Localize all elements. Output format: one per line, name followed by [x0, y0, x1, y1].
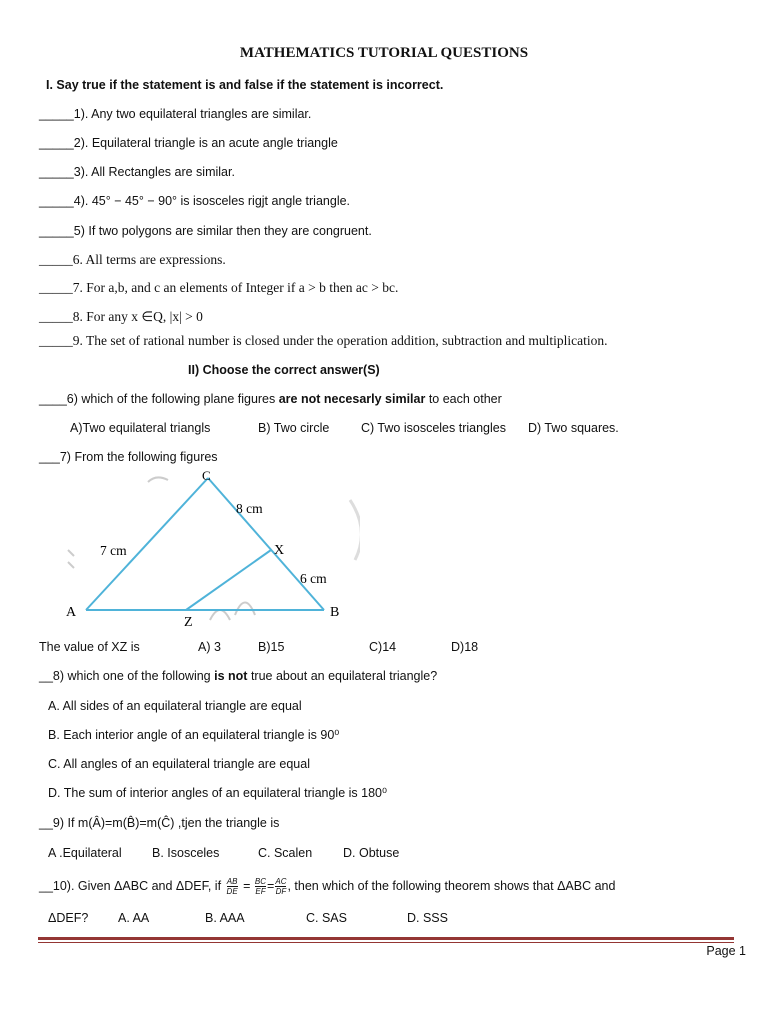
footer-rule-thin	[38, 942, 734, 943]
question-6: ____6) which of the following plane figures are not necesarly similar to each other	[39, 392, 502, 406]
fraction-ab-de: $\frac{AB}{DE}$	[226, 877, 238, 896]
question-7: ___7) From the following figures	[39, 450, 218, 464]
statement-2: _____2). Equilateral triangle is an acute angle triangle	[39, 136, 338, 150]
triangle-figure	[60, 470, 360, 630]
label-b: B	[330, 605, 340, 620]
q9-option-d: D. Obtuse	[343, 846, 400, 860]
q7-value-text: The value of XZ is	[39, 640, 140, 654]
q8-option-d: D. The sum of interior angles of an equilateral triangle is 180⁰	[48, 786, 387, 800]
fraction-bc-ef: $\frac{BC}{EF}$	[254, 877, 267, 896]
q6-option-a: A)Two equilateral triangls	[70, 421, 211, 435]
q10-line2: ΔDEF?	[48, 911, 89, 925]
statement-9: _____9. The set of rational number is closed under the operation addition, subtraction and multiplication.	[39, 333, 608, 348]
watermark-mark	[68, 550, 74, 568]
statement-4: _____4). 45° − 45° − 90° is isosceles rigjt angle triangle.	[39, 194, 351, 208]
section2-heading: II) Choose the correct answer(S)	[188, 363, 380, 377]
q10-option-b: B. AAA	[205, 911, 245, 925]
q10-option-c: C. SAS	[306, 911, 347, 925]
q9-option-b: B. Isosceles	[152, 846, 220, 860]
q9-option-a: A .Equilateral	[48, 846, 122, 860]
label-7cm: 7 cm	[100, 543, 127, 558]
q7-option-c: C)14	[369, 640, 397, 654]
label-z: Z	[184, 615, 193, 630]
q8-option-c: C. All angles of an equilateral triangle are equal	[48, 757, 310, 771]
watermark-mark	[210, 610, 230, 620]
statement-3: _____3). All Rectangles are similar.	[39, 165, 235, 179]
statement-5: _____5) If two polygons are similar then they are congruent.	[39, 224, 372, 238]
q6-option-b: B) Two circle	[258, 421, 330, 435]
q6-option-c: C) Two isosceles triangles	[361, 421, 506, 435]
q10-option-a: A. AA	[118, 911, 150, 925]
statement-8: _____8. For any x ∈Q, |x| > 0	[39, 309, 203, 324]
question-8: __8) which one of the following is not true about an equilateral triangle?	[39, 669, 438, 683]
section1-heading: I. Say true if the statement is and false if the statement is incorrect.	[46, 78, 444, 92]
side-cb	[208, 478, 324, 610]
q8-option-a: A. All sides of an equilateral triangle are equal	[48, 699, 302, 713]
q6-option-d: D) Two squares.	[528, 421, 619, 435]
q8-option-b: B. Each interior angle of an equilateral triangle is 90⁰	[48, 728, 340, 742]
segment-zx	[186, 550, 271, 610]
footer-rule-thick	[38, 937, 734, 940]
label-x: X	[274, 543, 285, 558]
statement-6: _____6. All terms are expressions.	[39, 252, 226, 267]
label-c: C	[202, 470, 211, 483]
q7-option-b: B)15	[258, 640, 285, 654]
question-9: __9) If m(Â)=m(B̂)=m(Ĉ) ,tjen the triangle is	[39, 816, 280, 830]
q9-option-c: C. Scalen	[258, 846, 313, 860]
watermark-mark	[148, 477, 168, 482]
label-a: A	[66, 605, 77, 620]
label-8cm: 8 cm	[236, 501, 263, 516]
q7-option-d: D)18	[451, 640, 479, 654]
q7-option-a: A) 3	[198, 640, 221, 654]
question-10: __10). Given ΔABC and ΔDEF, if $\frac{AB}{DE}$ = $\frac{BC}{EF}$ = $\frac{AC}{DF}$ , then which of the following theorem shows that ΔABC and	[39, 877, 616, 896]
watermark-mark	[235, 603, 255, 616]
statement-1: _____1). Any two equilateral triangles are similar.	[39, 107, 312, 121]
fraction-ac-df: $\frac{AC}{DF}$	[275, 877, 287, 896]
page-number: Page 1	[706, 944, 746, 958]
label-6cm: 6 cm	[300, 571, 327, 586]
statement-7: _____7. For a,b, and c an elements of Integer if a > b then ac > bc.	[39, 280, 399, 295]
watermark-mark	[350, 500, 360, 560]
page-title: MATHEMATICS TUTORIAL QUESTIONS	[239, 45, 529, 61]
q10-option-d: D. SSS	[407, 911, 448, 925]
